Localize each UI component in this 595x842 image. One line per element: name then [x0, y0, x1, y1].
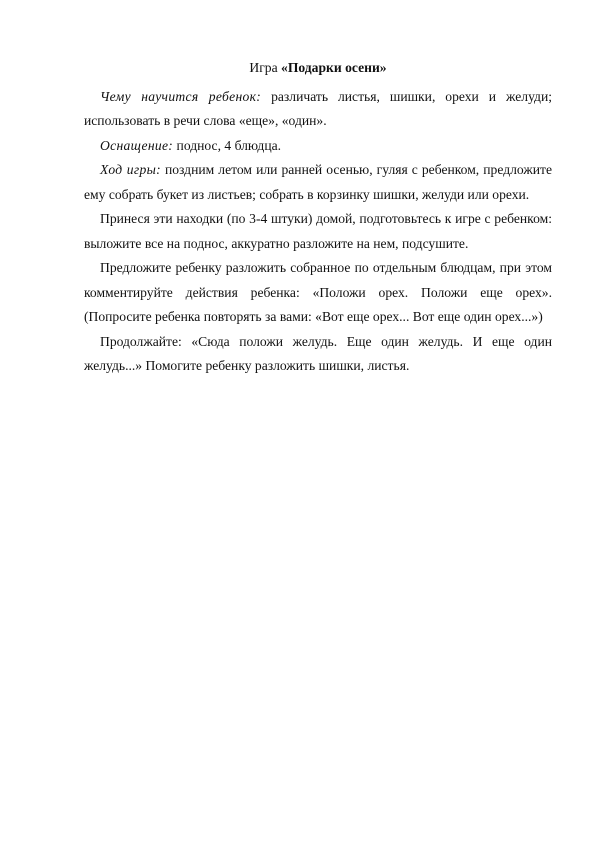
game-procedure-label: Ход игры:	[100, 162, 161, 177]
paragraph-learning-goal	[84, 85, 552, 134]
title-name: «Подарки осени»	[281, 60, 387, 75]
learning-goal-label: Чему научится ребенок:	[100, 88, 262, 104]
game-procedure-text: поздним летом или ранней осенью, гуляя с ребенком, предложите ему собрать букет из листьев; собрать в корзинку шишки, желуди или орехи.	[84, 162, 552, 202]
sorting-text: Предложите ребенку разложить собранное по отдельным блюдцам, при этом комментируйте действия ребенка: «Положи орех. Положи еще орех». (Попросите ребенка повторять за вами: «Вот еще орех... Вот еще один орех...»)	[84, 260, 552, 324]
paragraph-continue	[84, 330, 552, 379]
paragraph-game-procedure	[84, 158, 552, 207]
continue-text: Продолжайте: «Сюда положи желудь. Еще один желудь. И еще один желудь...» Помогите ребенку разложить шишки, листья.	[84, 333, 552, 373]
preparation-text: Принеся эти находки (по 3-4 штуки) домой, подготовьтесь к игре с ребенком: выложите все на поднос, аккуратно разложите на нем, подсушите.	[84, 211, 552, 251]
paragraph-equipment	[84, 134, 552, 159]
game-title	[84, 56, 552, 81]
equipment-text: поднос, 4 блюдца.	[173, 137, 282, 153]
learning-goal-text: различать листья, шишки, орехи и желуди; использовать в речи слова «еще», «один».	[84, 88, 552, 128]
paragraph-preparation	[84, 207, 552, 256]
equipment-label: Оснащение:	[100, 137, 174, 153]
paragraph-sorting	[84, 256, 552, 330]
title-prefix: Игра	[249, 60, 282, 75]
document-body	[84, 56, 552, 379]
